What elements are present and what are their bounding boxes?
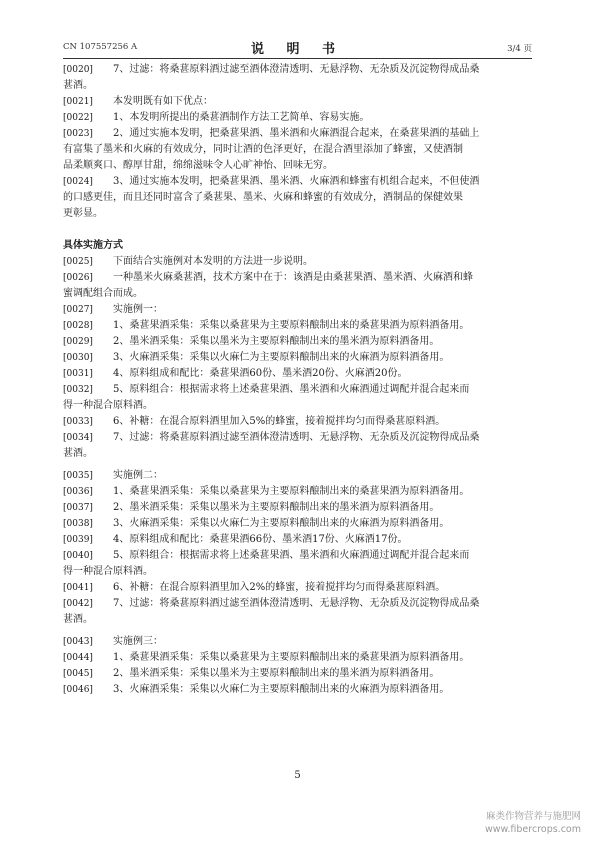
paragraph-line: 一种墨米火麻桑葚酒，技术方案中在于：该酒是由桑葚果酒、墨米酒、火麻酒和蜂 bbox=[113, 272, 473, 283]
publication-number: CN 107557256 A bbox=[63, 42, 138, 52]
paragraph-group-advantages bbox=[63, 62, 533, 222]
paragraph-line: 6、补糖：在混合原料酒里加入5%的蜂蜜，接着搅拌均匀而得桑葚原料酒。 bbox=[113, 416, 446, 427]
paragraph-number: [0039] bbox=[63, 535, 93, 545]
paragraph-line: 4、原料组成和配比：桑葚果酒66份、墨米酒17份、火麻酒17份。 bbox=[113, 534, 408, 545]
paragraph-line: 7、过滤：将桑葚原料酒过滤至酒体澄清透明、无悬浮物、无杂质及沉淀物得成品桑 bbox=[113, 598, 480, 609]
paragraph-group-example-3 bbox=[63, 634, 533, 698]
paragraph-text bbox=[113, 484, 533, 500]
paragraph-line: 2、墨米酒采集：采集以墨米为主要原料酿制出来的墨米酒为原料酒备用。 bbox=[113, 336, 440, 347]
paragraph-line: 6、补糖：在混合原料酒里加入2%的蜂蜜，接着搅拌均匀而得桑葚原料酒。 bbox=[113, 582, 446, 593]
watermark bbox=[485, 810, 581, 836]
paragraph-text bbox=[113, 532, 533, 548]
document-title: 说 明 书 bbox=[250, 42, 345, 57]
paragraph-number: [0037] bbox=[63, 503, 93, 513]
paragraph-line: 7、过滤：将桑葚原料酒过滤至酒体澄清透明、无悬浮物、无杂质及沉淀物得成品桑 bbox=[113, 432, 480, 443]
paragraph bbox=[63, 174, 533, 222]
paragraph bbox=[63, 666, 533, 682]
paragraph-line: 实施例一： bbox=[113, 304, 163, 315]
paragraph-line: 3、通过实施本发明，把桑葚果酒、墨米酒、火麻酒和蜂蜜有机组合起来，不但使酒 bbox=[113, 176, 480, 187]
paragraph bbox=[63, 430, 533, 462]
paragraph bbox=[63, 334, 533, 350]
paragraph-number: [0042] bbox=[63, 599, 93, 609]
watermark-url: www.fibercrops.com bbox=[484, 824, 581, 835]
paragraph bbox=[63, 126, 533, 174]
paragraph bbox=[63, 62, 533, 94]
section-title: 具体实施方式 bbox=[63, 240, 123, 251]
paragraph-line: 的口感更佳，而且还同时富含了桑葚果、墨米、火麻和蜂蜜的有效成分，酒制品的保健效果 bbox=[63, 192, 463, 203]
paragraph-line: 1、桑葚果酒采集：采集以桑葚果为主要原料酿制出来的桑葚果酒为原料酒备用。 bbox=[113, 652, 470, 663]
paragraph bbox=[63, 318, 533, 334]
paragraph-number: [0038] bbox=[63, 519, 93, 529]
paragraph-number: [0043] bbox=[63, 637, 93, 647]
paragraph-number: [0026] bbox=[63, 273, 93, 283]
paragraph-number: [0020] bbox=[63, 65, 93, 75]
paragraph-line: 5、原料组合：根据需求将上述桑葚果酒、墨米酒和火麻酒通过调配并混合起来而 bbox=[113, 550, 470, 561]
page-info: 3/4 页 bbox=[507, 44, 532, 54]
paragraph-text bbox=[113, 366, 533, 382]
paragraph bbox=[63, 110, 533, 126]
paragraph-text bbox=[113, 666, 533, 682]
paragraph-line: 1、桑葚果酒采集：采集以桑葚果为主要原料酿制出来的桑葚果酒为原料酒备用。 bbox=[113, 320, 470, 331]
paragraph bbox=[63, 650, 533, 666]
paragraph-number: [0029] bbox=[63, 337, 93, 347]
paragraph-number: [0033] bbox=[63, 417, 93, 427]
paragraph bbox=[63, 254, 533, 270]
paragraph-text bbox=[113, 254, 533, 270]
paragraph bbox=[63, 270, 533, 302]
paragraph-line: 3、火麻酒采集：采集以火麻仁为主要原料酿制出来的火麻酒为原料酒备用。 bbox=[113, 684, 450, 695]
paragraph bbox=[63, 580, 533, 596]
paragraph-line: 2、通过实施本发明，把桑葚果酒、墨米酒和火麻酒混合起来，在桑葚果酒的基础上 bbox=[113, 128, 480, 139]
paragraph-line: 2、墨米酒采集：采集以墨米为主要原料酿制出来的墨米酒为原料酒备用。 bbox=[113, 502, 440, 513]
paragraph-text bbox=[113, 468, 533, 484]
paragraph bbox=[63, 414, 533, 430]
paragraph bbox=[63, 350, 533, 366]
paragraph-number: [0041] bbox=[63, 583, 93, 593]
paragraph-number: [0045] bbox=[63, 669, 93, 679]
paragraph bbox=[63, 468, 533, 484]
paragraph-line: 2、墨米酒采集：采集以墨米为主要原料酿制出来的墨米酒为原料酒备用。 bbox=[113, 668, 440, 679]
paragraph-line: 5、原料组合：根据需求将上述桑葚果酒、墨米酒和火麻酒通过调配并混合起来而 bbox=[113, 384, 470, 395]
paragraph-text bbox=[113, 302, 533, 318]
paragraph-number: [0021] bbox=[63, 97, 93, 107]
paragraph-line: 4、原料组成和配比：桑葚果酒60份、墨米酒20份、火麻酒20份。 bbox=[113, 368, 408, 379]
paragraph bbox=[63, 94, 533, 110]
paragraph-text bbox=[113, 318, 533, 334]
paragraph-number: [0040] bbox=[63, 551, 93, 561]
paragraph-line: 实施例三： bbox=[113, 636, 163, 647]
paragraph-number: [0034] bbox=[63, 433, 93, 443]
header-divider bbox=[63, 58, 532, 59]
paragraph-text bbox=[113, 350, 533, 366]
paragraph-line: 有富集了墨米和火麻的有效成分，同时让酒的色泽更好，在混合酒里添加了蜂蜜，又使酒制 bbox=[63, 144, 463, 155]
paragraph-line: 得一种混合原料酒。 bbox=[63, 566, 153, 577]
paragraph-text bbox=[113, 110, 533, 126]
paragraph bbox=[63, 366, 533, 382]
paragraph-line: 更彰显。 bbox=[63, 208, 103, 219]
paragraph-line: 7、过滤：将桑葚原料酒过滤至酒体澄清透明、无悬浮物、无杂质及沉淀物得成品桑 bbox=[113, 64, 480, 75]
paragraph-number: [0044] bbox=[63, 653, 93, 663]
paragraph-line: 品柔顺爽口、醇厚甘甜，绵绵滋味令人心旷神怡、回味无穷。 bbox=[63, 160, 333, 171]
paragraph-line: 得一种混合原料酒。 bbox=[63, 400, 153, 411]
paragraph-number: [0025] bbox=[63, 257, 93, 267]
spacer bbox=[63, 222, 533, 238]
paragraph-line: 3、火麻酒采集：采集以火麻仁为主要原料酿制出来的火麻酒为原料酒备用。 bbox=[113, 352, 450, 363]
paragraph-line: 1、桑葚果酒采集：采集以桑葚果为主要原料酿制出来的桑葚果酒为原料酒备用。 bbox=[113, 486, 470, 497]
paragraph-line: 下面结合实施例对本发明的方法进一步说明。 bbox=[113, 256, 313, 267]
paragraph-number: [0036] bbox=[63, 487, 93, 497]
paragraph-text bbox=[113, 682, 533, 698]
paragraph-text bbox=[113, 94, 533, 110]
paragraph-number: [0032] bbox=[63, 385, 93, 395]
paragraph-number: [0023] bbox=[63, 129, 93, 139]
paragraph-group-example-1 bbox=[63, 254, 533, 462]
paragraph bbox=[63, 484, 533, 500]
paragraph-number: [0031] bbox=[63, 369, 93, 379]
page-number: 5 bbox=[294, 770, 301, 781]
paragraph-line: 本发明既有如下优点： bbox=[113, 96, 213, 107]
paragraph-line: 蜜调配组合而成。 bbox=[63, 288, 143, 299]
watermark-title: 麻类作物营养与施肥网 bbox=[485, 811, 581, 822]
paragraph bbox=[63, 532, 533, 548]
paragraph-number: [0027] bbox=[63, 305, 93, 315]
paragraph bbox=[63, 382, 533, 414]
paragraph-text bbox=[113, 414, 533, 430]
paragraph bbox=[63, 548, 533, 580]
paragraph-number: [0035] bbox=[63, 471, 93, 481]
paragraph bbox=[63, 634, 533, 650]
paragraph-line: 3、火麻酒采集：采集以火麻仁为主要原料酿制出来的火麻酒为原料酒备用。 bbox=[113, 518, 450, 529]
paragraph-line: 1、本发明所提出的桑葚酒制作方法工艺简单、容易实施。 bbox=[113, 112, 370, 123]
page-header bbox=[63, 38, 532, 56]
paragraph bbox=[63, 516, 533, 532]
paragraph-number: [0046] bbox=[63, 685, 93, 695]
paragraph-text bbox=[113, 634, 533, 650]
paragraph bbox=[63, 500, 533, 516]
paragraph bbox=[63, 596, 533, 628]
document-body bbox=[63, 62, 533, 698]
paragraph-number: [0030] bbox=[63, 353, 93, 363]
paragraph bbox=[63, 682, 533, 698]
paragraph-text bbox=[113, 516, 533, 532]
paragraph-text bbox=[113, 500, 533, 516]
paragraph-number: [0024] bbox=[63, 177, 93, 187]
paragraph-number: [0028] bbox=[63, 321, 93, 331]
paragraph-number: [0022] bbox=[63, 113, 93, 123]
paragraph-group-example-2 bbox=[63, 468, 533, 628]
paragraph-line: 葚酒。 bbox=[63, 448, 93, 459]
paragraph-text bbox=[113, 334, 533, 350]
paragraph-text bbox=[113, 580, 533, 596]
paragraph-line: 葚酒。 bbox=[63, 614, 93, 625]
paragraph bbox=[63, 302, 533, 318]
paragraph-line: 实施例二： bbox=[113, 470, 163, 481]
paragraph-text bbox=[113, 650, 533, 666]
paragraph-line: 葚酒。 bbox=[63, 80, 93, 91]
